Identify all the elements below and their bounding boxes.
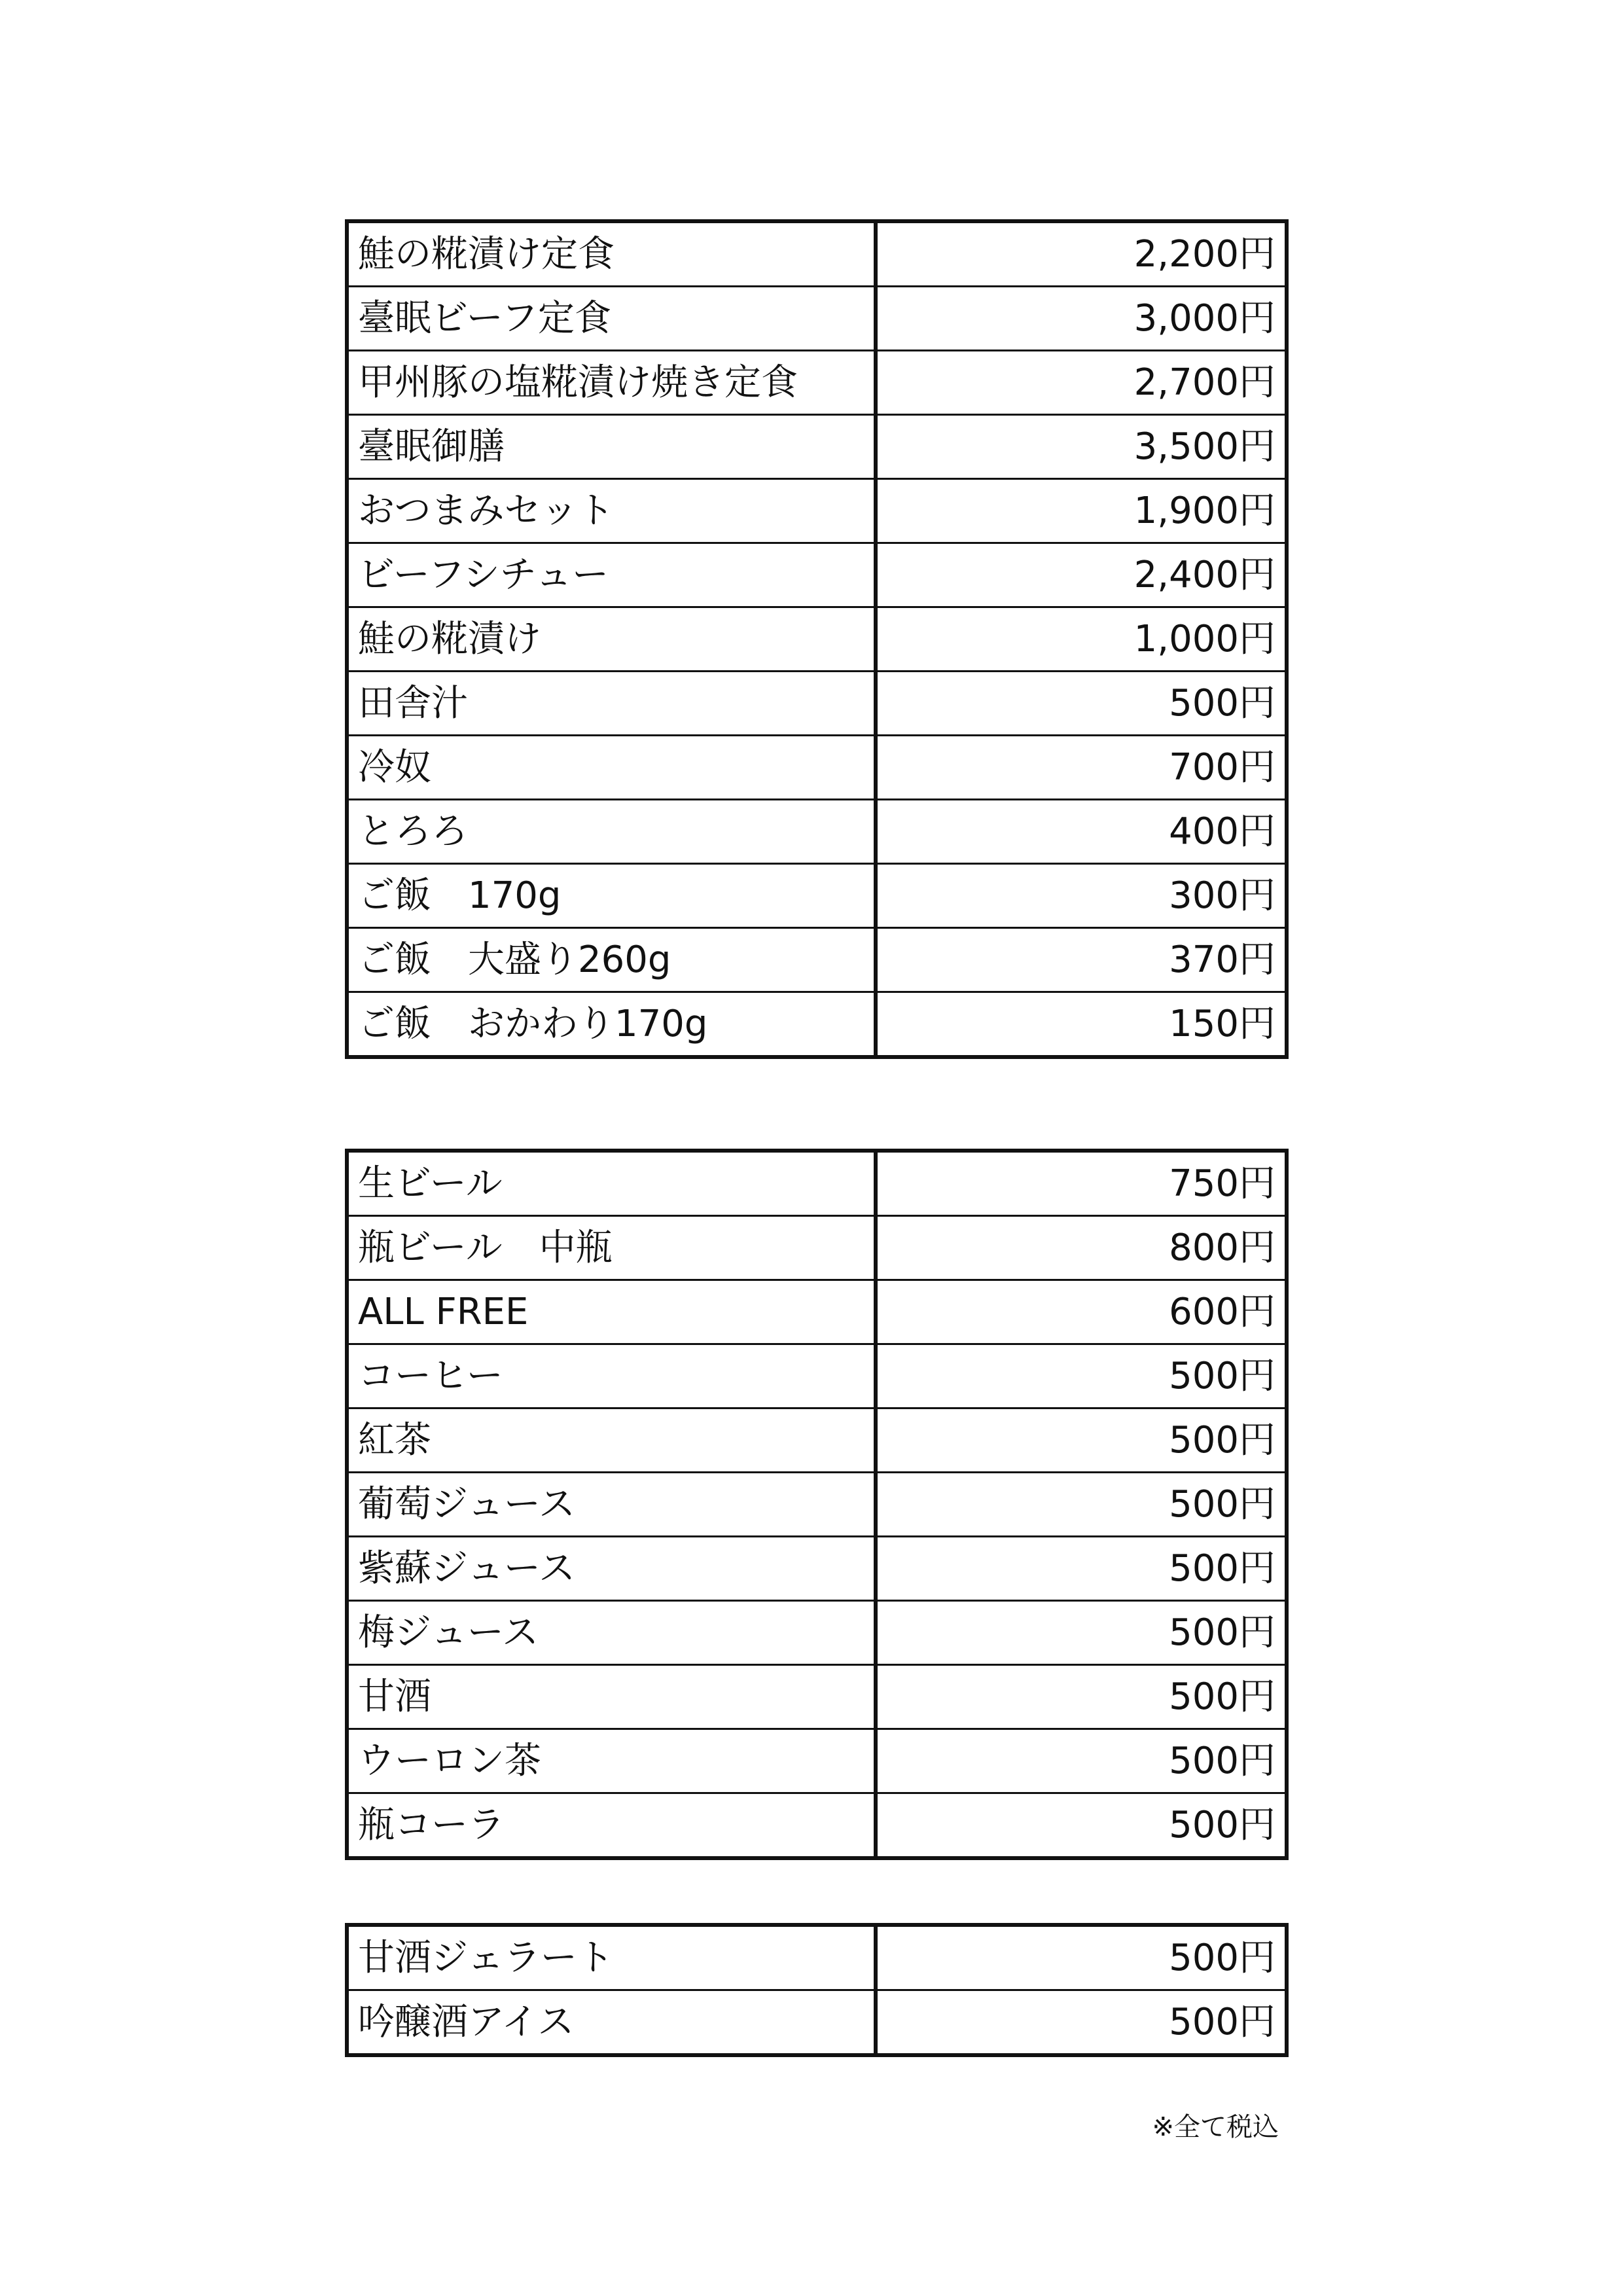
item-price: 400円 xyxy=(876,800,1287,864)
item-name: ビーフシチュー xyxy=(347,543,876,607)
item-name: ウーロン茶 xyxy=(347,1729,876,1793)
food-menu-table xyxy=(345,219,1289,1059)
item-name: 鮭の糀漬け xyxy=(347,607,876,672)
item-name: 瓶コーラ xyxy=(347,1793,876,1859)
table-row xyxy=(347,928,1287,992)
table-row xyxy=(347,1729,1287,1793)
drink-menu-table xyxy=(345,1149,1289,1860)
item-name: 瓶ビール 中瓶 xyxy=(347,1216,876,1280)
item-price: 500円 xyxy=(876,672,1287,736)
item-name: ご飯 おかわり170g xyxy=(347,992,876,1058)
item-name: 生ビール xyxy=(347,1151,876,1216)
item-name: 吟醸酒アイス xyxy=(347,1990,876,2056)
item-price: 1,000円 xyxy=(876,607,1287,672)
item-price: 150円 xyxy=(876,992,1287,1058)
item-name: 臺眠ビーフ定食 xyxy=(347,287,876,351)
item-price: 2,400円 xyxy=(876,543,1287,607)
item-name: 鮭の糀漬け定食 xyxy=(347,221,876,287)
table-row xyxy=(347,1280,1287,1344)
table-row xyxy=(347,992,1287,1058)
item-name: コーヒー xyxy=(347,1344,876,1408)
tax-note: ※全て税込 xyxy=(1152,2112,1279,2142)
item-name: 紫蘇ジュース xyxy=(347,1537,876,1601)
item-name: ご飯 170g xyxy=(347,864,876,928)
item-price: 500円 xyxy=(876,1990,1287,2056)
table-row xyxy=(347,1408,1287,1473)
item-price: 370円 xyxy=(876,928,1287,992)
item-name: 甲州豚の塩糀漬け焼き定食 xyxy=(347,351,876,415)
table-row xyxy=(347,221,1287,287)
item-price: 600円 xyxy=(876,1280,1287,1344)
item-name: おつまみセット xyxy=(347,479,876,543)
table-row xyxy=(347,800,1287,864)
item-price: 500円 xyxy=(876,1925,1287,1990)
item-name: ALL FREE xyxy=(347,1280,876,1344)
table-row xyxy=(347,672,1287,736)
table-row xyxy=(347,1151,1287,1216)
table-row xyxy=(347,351,1287,415)
item-price: 500円 xyxy=(876,1601,1287,1665)
item-name: 葡萄ジュース xyxy=(347,1473,876,1537)
item-price: 750円 xyxy=(876,1151,1287,1216)
item-name: 梅ジュース xyxy=(347,1601,876,1665)
item-name: 甘酒ジェラート xyxy=(347,1925,876,1990)
dessert-menu-table xyxy=(345,1923,1289,2057)
item-price: 700円 xyxy=(876,736,1287,800)
item-price: 3,500円 xyxy=(876,415,1287,479)
table-row xyxy=(347,1793,1287,1859)
item-name: 田舎汁 xyxy=(347,672,876,736)
item-price: 2,200円 xyxy=(876,221,1287,287)
item-name: ご飯 大盛り260g xyxy=(347,928,876,992)
table-row xyxy=(347,543,1287,607)
item-price: 500円 xyxy=(876,1665,1287,1729)
item-price: 500円 xyxy=(876,1537,1287,1601)
table-row xyxy=(347,415,1287,479)
item-price: 1,900円 xyxy=(876,479,1287,543)
item-price: 500円 xyxy=(876,1793,1287,1859)
table-row xyxy=(347,1925,1287,1990)
item-price: 500円 xyxy=(876,1408,1287,1473)
table-row xyxy=(347,1990,1287,2056)
item-name: とろろ xyxy=(347,800,876,864)
item-name: 甘酒 xyxy=(347,1665,876,1729)
table-row xyxy=(347,864,1287,928)
table-row xyxy=(347,607,1287,672)
item-price: 500円 xyxy=(876,1729,1287,1793)
table-row xyxy=(347,1344,1287,1408)
item-name: 臺眠御膳 xyxy=(347,415,876,479)
item-name: 紅茶 xyxy=(347,1408,876,1473)
table-row xyxy=(347,479,1287,543)
table-row xyxy=(347,1216,1287,1280)
table-row xyxy=(347,1473,1287,1537)
item-price: 2,700円 xyxy=(876,351,1287,415)
item-name: 冷奴 xyxy=(347,736,876,800)
item-price: 500円 xyxy=(876,1473,1287,1537)
table-row xyxy=(347,1665,1287,1729)
table-row xyxy=(347,1601,1287,1665)
item-price: 300円 xyxy=(876,864,1287,928)
item-price: 800円 xyxy=(876,1216,1287,1280)
table-row xyxy=(347,736,1287,800)
table-row xyxy=(347,287,1287,351)
item-price: 500円 xyxy=(876,1344,1287,1408)
table-row xyxy=(347,1537,1287,1601)
item-price: 3,000円 xyxy=(876,287,1287,351)
